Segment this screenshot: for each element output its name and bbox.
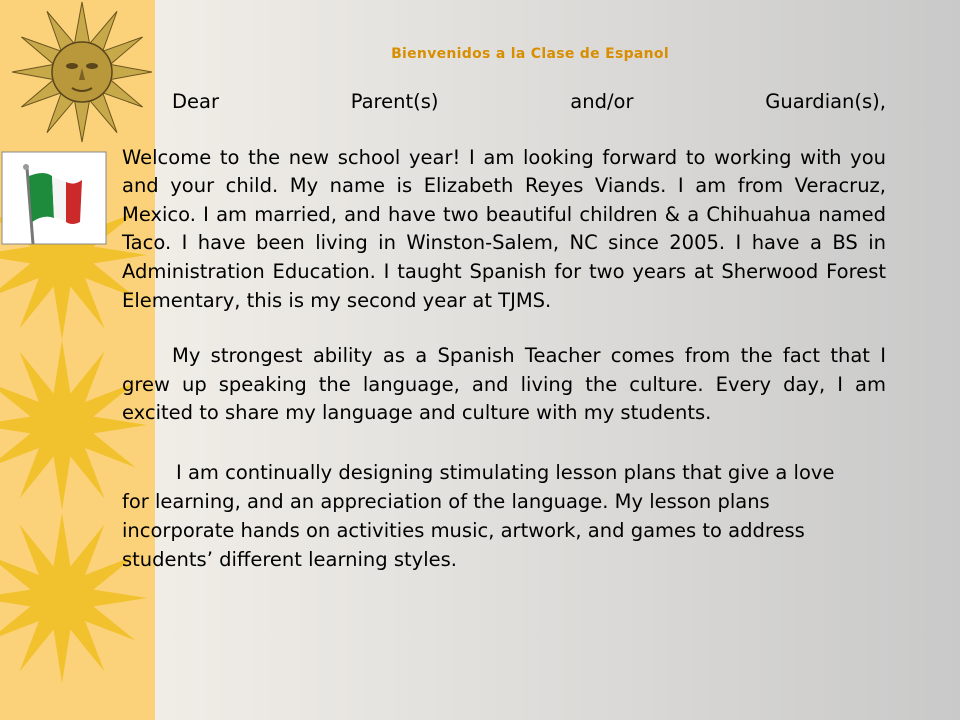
- salutation-word: Parent(s): [350, 90, 439, 113]
- paragraph-lesson-plans: I am continually designing stimulating lesson plans that give a love for learning, and an appreciation of the language. My lesson plans incorporate hands on activities music, artwork, and games to address students’ different learning styles.: [122, 460, 835, 571]
- page-title: Bienvenidos a la Clase de Espanol: [391, 46, 669, 62]
- salutation-word: Dear: [172, 90, 219, 113]
- letter-body: [122, 88, 886, 574]
- paragraph-introduction: Welcome to the new school year! I am looking forward to working with you and your child. My name is Elizabeth Reyes Viands. I am from Veracruz, Mexico. I am married, and have two beautiful children & a Chihuahua named Taco. I have been living in Winston-Salem, NC since 2005. I have a BS in Administration Education. I taught Spanish for two years at Sherwood Forest Elementary, this is my second year at TJMS.: [122, 145, 886, 312]
- salutation-word: and/or: [570, 90, 634, 113]
- salutation-word: Guardian(s),: [765, 90, 886, 113]
- mexico-flag-icon: [0, 0, 110, 260]
- salutation: [122, 88, 886, 117]
- paragraph-ability: My strongest ability as a Spanish Teacher comes from the fact that I grew up speaking the language, and living the culture. Every day, I am excited to share my language and culture with my students.: [122, 344, 886, 425]
